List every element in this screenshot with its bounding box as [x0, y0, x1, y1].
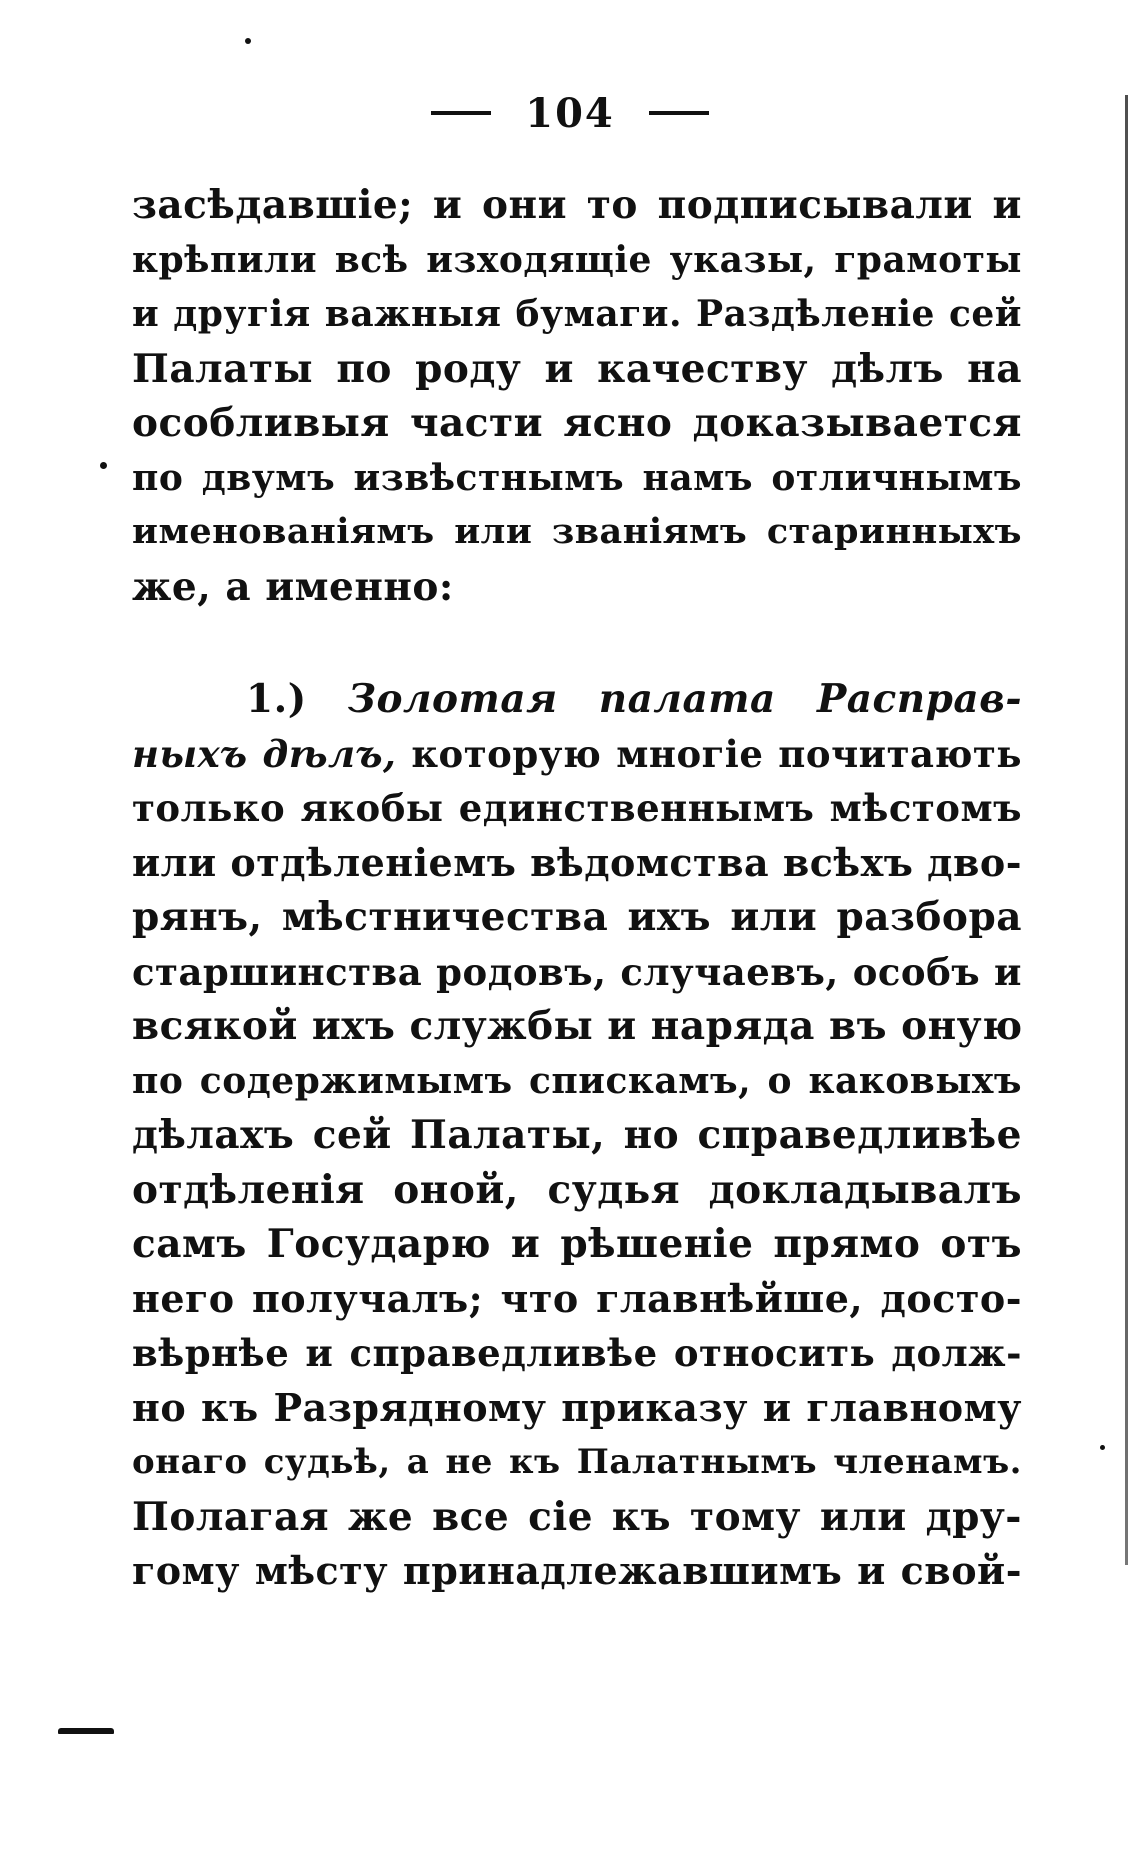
text-line: особливыя части ясно доказывается	[132, 400, 1022, 446]
text-line: дѣлахъ сей Палаты, но справедливѣе	[132, 1112, 1022, 1158]
text-line: крѣпили всѣ изходящіе указы, грамоты	[132, 238, 1022, 281]
scan-edge-shadow	[1125, 95, 1128, 1565]
text-line: отдѣленія оной, судья докладывалъ	[132, 1166, 1022, 1213]
italic-title: Золотая палата Расправ-	[347, 676, 1022, 722]
italic-title-cont: ныхъ дѣлъ,	[132, 731, 397, 776]
header-dash-right	[649, 111, 709, 115]
text-line: и другія важныя бумаги. Раздѣленіе сей	[132, 293, 1022, 335]
text-line: самъ Государю и рѣшеніе прямо отъ	[132, 1221, 1022, 1267]
text-line-heading	[132, 672, 1022, 727]
text-line: старшинства родовъ, случаевъ, особъ и	[132, 949, 1022, 994]
text-line: засѣдавшіе; и они то подписывали и	[132, 182, 1022, 228]
text-line: по содержимымъ спискамъ, о каковыхъ	[132, 1059, 1022, 1102]
text-line: или отдѣленіемъ вѣдомства всѣхъ дво-	[132, 839, 1022, 885]
text-line: гому мѣсту принадлежавшимъ и свой-	[132, 1548, 1022, 1593]
header-dash-left	[431, 111, 491, 115]
ink-smudge	[58, 1728, 114, 1734]
text-line: только якобы единственнымъ мѣстомъ	[132, 786, 1022, 830]
paragraph-gap	[132, 614, 1022, 672]
text-line: него получалъ; что главнѣйше, досто-	[132, 1275, 1022, 1321]
page-number: 104	[525, 89, 615, 137]
text-line	[132, 727, 1022, 782]
scan-speck	[245, 38, 251, 44]
text-line: онаго судьѣ, а не къ Палатнымъ членамъ.	[132, 1442, 1022, 1482]
text-line: вѣрнѣе и справедливѣе относить долж-	[132, 1331, 1022, 1375]
scan-speck	[100, 462, 107, 469]
body-text	[132, 178, 1022, 1599]
text-line: по двумъ извѣстнымъ намъ отличнымъ	[132, 456, 1022, 499]
text-line: Палаты по роду и качеству дѣлъ на	[132, 345, 1022, 392]
item-number: 1.)	[246, 676, 307, 722]
text-line: всякой ихъ службы и наряда въ оную	[132, 1003, 1023, 1049]
text-fragment: которую многіе почитають	[411, 731, 1022, 776]
scan-speck	[1100, 1445, 1105, 1450]
text-line: Полагая же все сіе къ тому или дру-	[132, 1493, 1022, 1540]
text-line: именованіямъ или званіямъ старинныхъ	[132, 511, 1022, 552]
text-line: но къ Разрядному приказу и главному	[132, 1384, 1022, 1430]
text-line: рянъ, мѣстничества ихъ или разбора	[132, 894, 1022, 940]
text-line: же, а именно:	[132, 563, 454, 610]
page-header	[0, 88, 1140, 138]
